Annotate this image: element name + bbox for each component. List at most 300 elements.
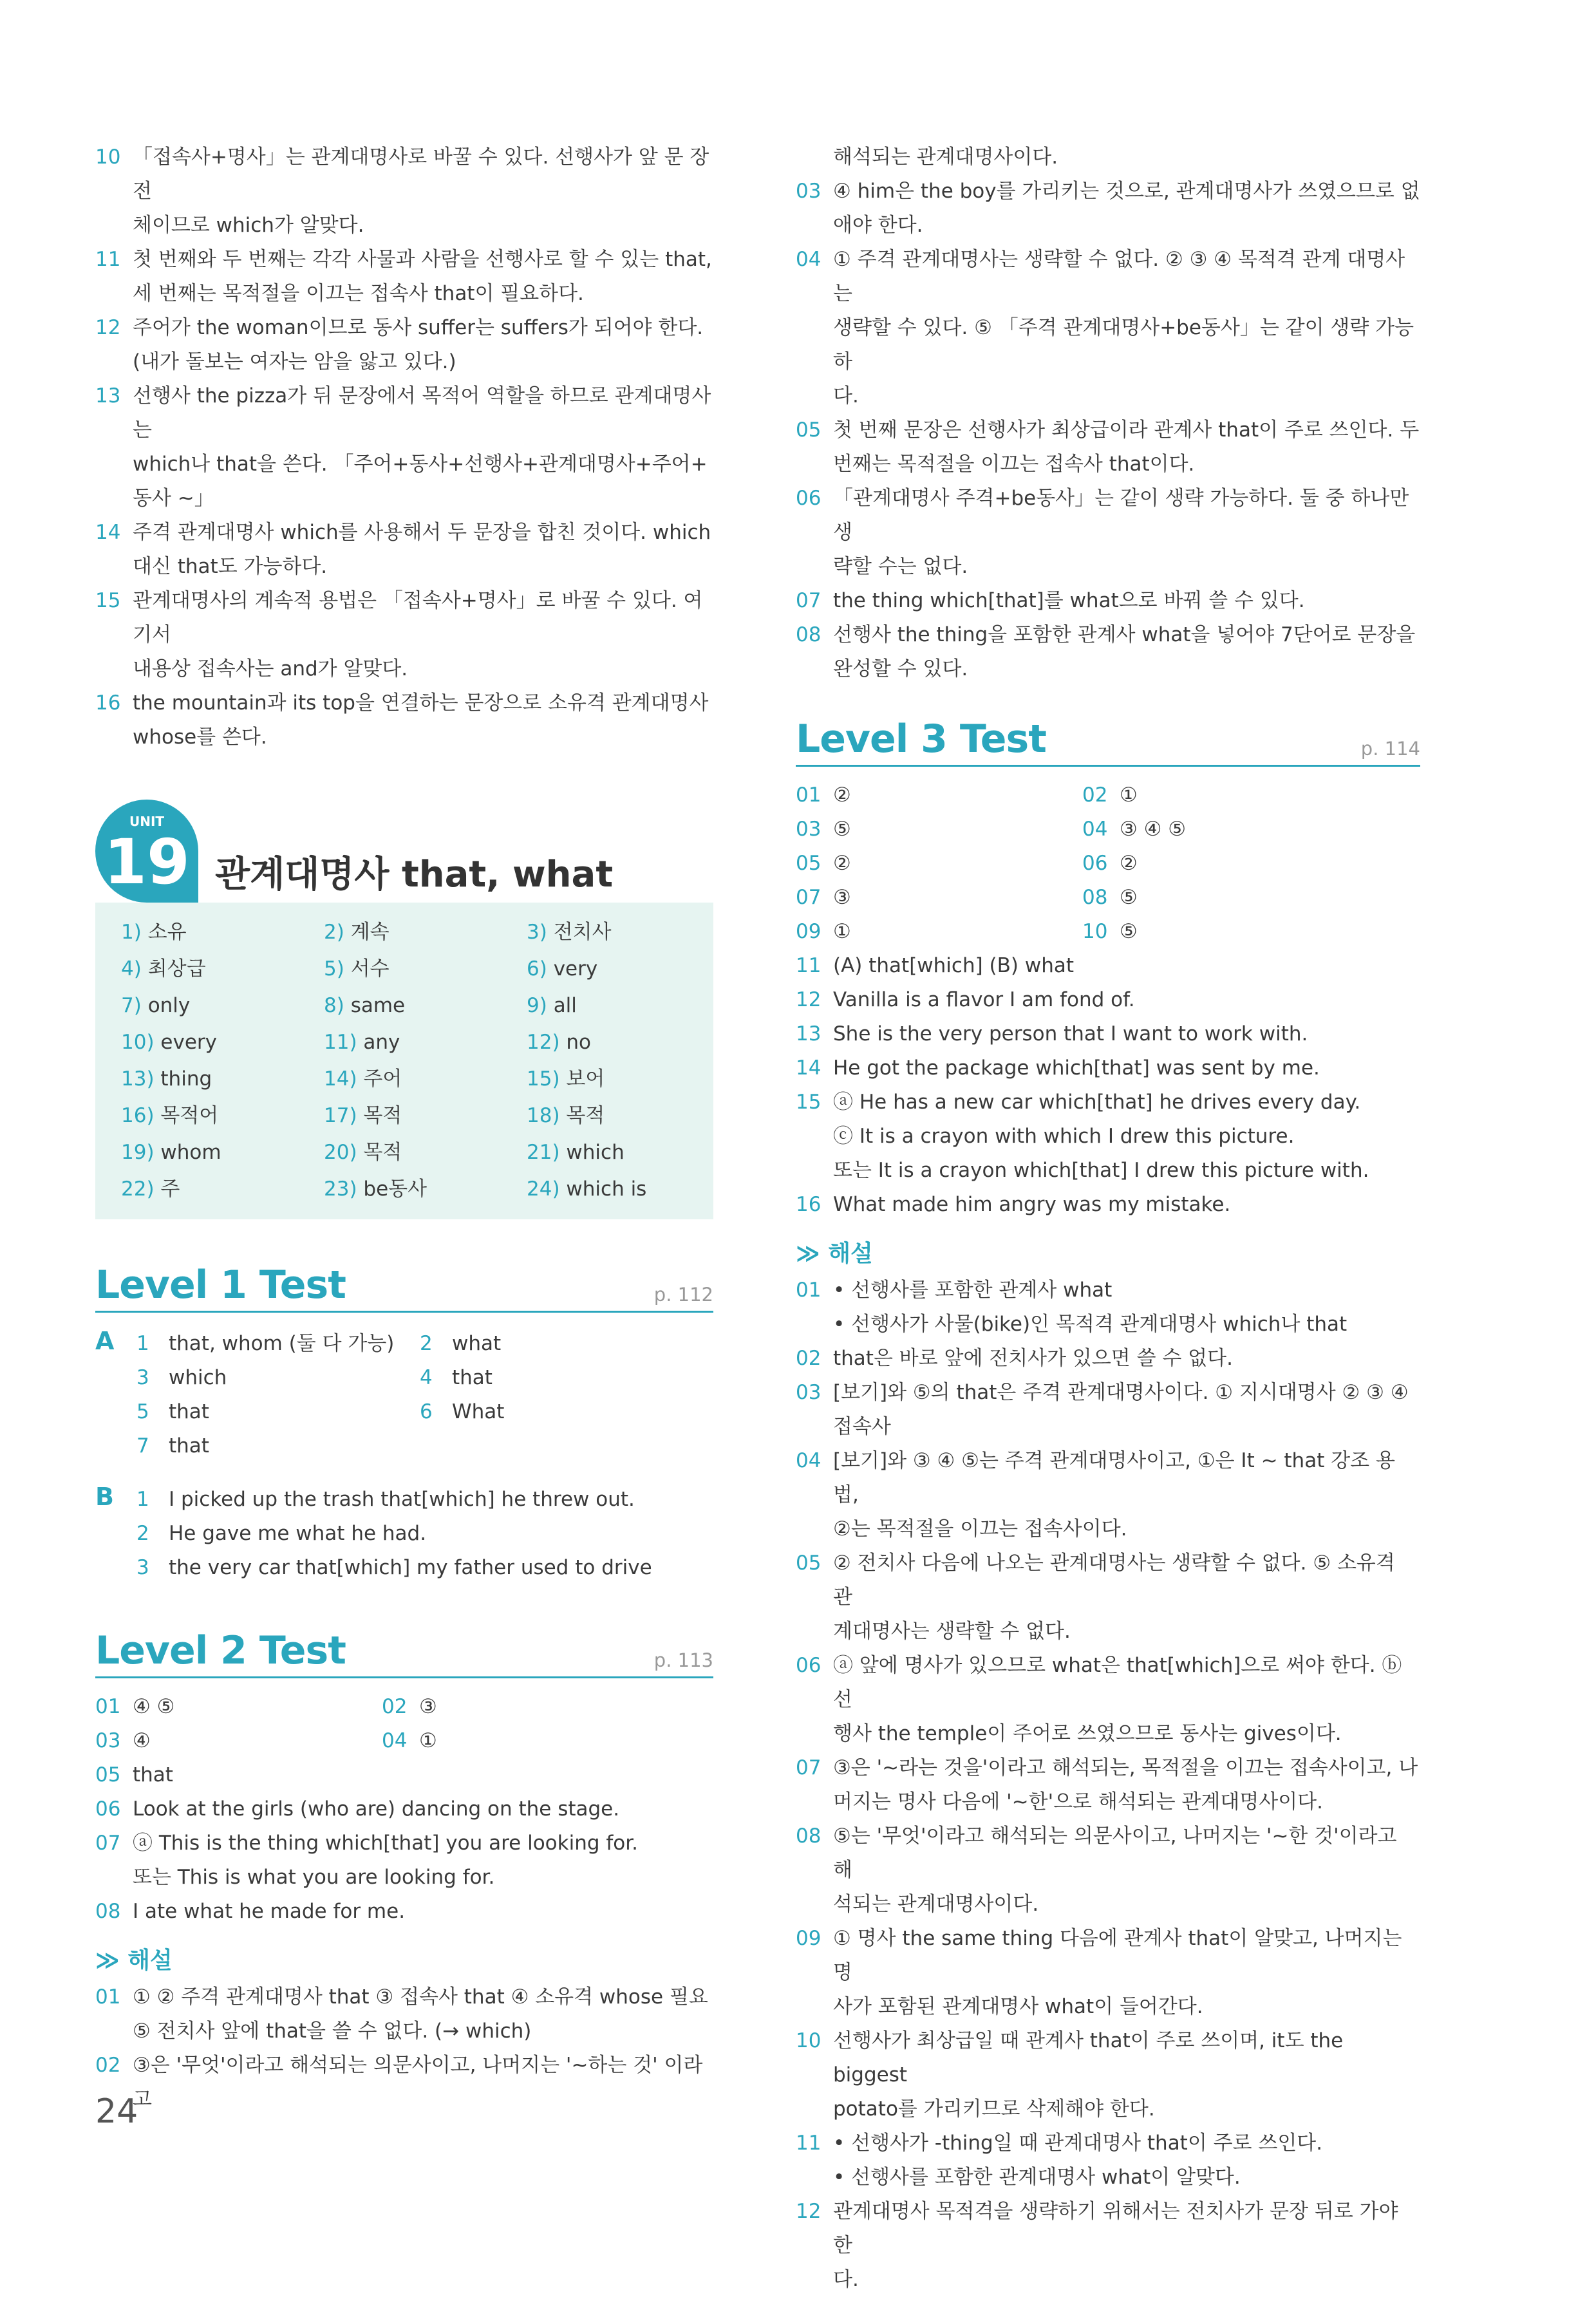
item-number: 16 xyxy=(796,1193,821,1216)
unit-number: 19 xyxy=(104,826,190,898)
item-text xyxy=(833,2195,1420,2297)
grid-answer xyxy=(1082,812,1369,847)
item-text: ⑤ xyxy=(1120,886,1138,909)
item-number: 6 xyxy=(420,1400,433,1423)
answer-item xyxy=(796,243,1420,413)
item-line: 선행사가 최상급일 때 관계사 that이 주로 쓰이며, it도 the biggest xyxy=(833,2029,1344,2086)
unit-answer xyxy=(527,1061,720,1098)
answer-item xyxy=(95,1826,713,1895)
item-text: ③ ④ ⑤ xyxy=(1120,818,1187,841)
unit-answer-text: which is xyxy=(566,1177,647,1201)
item-text xyxy=(133,140,713,243)
item-line: the mountain과 its top을 연결하는 문장으로 소유격 관계대명사 xyxy=(133,691,709,715)
item-line: 다. xyxy=(833,384,859,408)
unit-answer-text: 서수 xyxy=(350,957,390,980)
item-line: 관계대명사의 계속적 용법은 「접속사+명사」로 바꿀 수 있다. 여기서 xyxy=(133,589,703,646)
grid-answer xyxy=(382,1724,668,1758)
item-line: Vanilla is a flavor I am fond of. xyxy=(833,988,1135,1011)
item-number: 05 xyxy=(796,852,821,875)
item-line: whose를 쓴다. xyxy=(133,726,267,749)
unit-answer-number: 4) xyxy=(121,957,142,980)
item-line: that xyxy=(133,1763,173,1786)
unit-answer-number: 18) xyxy=(527,1104,560,1127)
answer-item xyxy=(796,949,1420,983)
item-number: 05 xyxy=(95,1763,121,1786)
item-number: 04 xyxy=(796,248,821,271)
answer-item xyxy=(796,1649,1420,1751)
unit-answer xyxy=(324,1024,527,1061)
level3-grid xyxy=(796,778,1420,949)
item-line: 번째는 목적절을 이끄는 접속사 that이다. xyxy=(833,453,1195,476)
item-text: ④ xyxy=(133,1729,151,1752)
item-number: 08 xyxy=(95,1900,121,1923)
item-line: (내가 돌보는 여자는 암을 앓고 있다.) xyxy=(133,350,456,373)
item-number: 01 xyxy=(95,1985,121,2009)
level2-header xyxy=(95,1630,713,1678)
item-line: 체이므로 which가 알맞다. xyxy=(133,214,364,237)
grid-answer xyxy=(796,881,1082,915)
item-line: 첫 번째 문장은 선행사가 최상급이라 관계사 that이 주로 쓰인다. 두 xyxy=(833,418,1420,442)
unit-answer-text: 소유 xyxy=(147,921,187,944)
item-line: 주격 관계대명사 which를 사용해서 두 문장을 합친 것이다. which xyxy=(133,521,711,544)
item-line: 다. xyxy=(833,2268,859,2291)
section-a-item xyxy=(136,1429,420,1463)
item-line: ⑤ 전치사 앞에 that을 쓸 수 없다. (→ which) xyxy=(133,2020,532,2043)
unit-answer-number: 12) xyxy=(527,1031,560,1054)
item-text xyxy=(133,379,713,516)
unit-answer-text: whom xyxy=(160,1141,221,1164)
unit-answer xyxy=(121,1134,324,1171)
item-number: 12 xyxy=(95,316,121,339)
unit-answer-number: 24) xyxy=(527,1177,560,1201)
answer-item xyxy=(95,311,713,379)
item-text xyxy=(133,2049,713,2117)
item-number: 09 xyxy=(796,920,821,943)
unit-answer-number: 11) xyxy=(324,1031,357,1054)
item-text xyxy=(133,516,713,584)
item-number: 08 xyxy=(1082,886,1108,909)
section-a-letter: A xyxy=(95,1327,115,1355)
level3-explanations xyxy=(796,1273,1420,2297)
grid-answer xyxy=(1082,915,1369,949)
unit-answer xyxy=(527,914,720,951)
answer-item xyxy=(95,516,713,584)
item-line: • 선행사가 -thing일 때 관계대명사 that이 주로 쓰인다. xyxy=(833,2132,1323,2155)
answer-item xyxy=(95,686,713,755)
unit-answer-text: 주어 xyxy=(363,1067,402,1091)
unit-answer xyxy=(324,988,527,1024)
answer-item xyxy=(95,584,713,686)
item-number: 01 xyxy=(796,1279,821,1302)
unit-answer xyxy=(324,1171,527,1208)
item-line: the thing which[that]를 what으로 바꿔 쓸 수 있다. xyxy=(833,589,1305,612)
unit-answer-number: 7) xyxy=(121,994,142,1017)
item-line: ②는 목적절을 이끄는 접속사이다. xyxy=(833,1517,1127,1541)
section-a-item xyxy=(136,1327,420,1361)
item-line: 또는 This is what you are looking for. xyxy=(133,1866,495,1889)
unit-answer-text: 목적 xyxy=(363,1104,402,1127)
item-text: ② xyxy=(1120,852,1138,875)
level3-title: Level 3 Test xyxy=(796,717,1046,762)
item-line: ⓐ 앞에 명사가 있으므로 what은 that[which]으로 써야 한다. ⓑ 선 xyxy=(833,1654,1402,1711)
item-line: ⑤는 '무엇'이라고 해석되는 의문사이고, 나머지는 '~한 것'이라고 해 xyxy=(833,1824,1397,1882)
unit-answer-text: very xyxy=(553,957,598,980)
item-line: 「관계대명사 주격+be동사」는 같이 생략 가능하다. 둘 중 하나만 생 xyxy=(833,487,1409,544)
unit-answer-text: 보어 xyxy=(566,1067,605,1091)
item-line: 접속사 xyxy=(833,1415,891,1438)
item-text xyxy=(833,1922,1420,2024)
item-line: 애야 한다. xyxy=(833,214,923,237)
unit-answer xyxy=(121,951,324,988)
item-number: 11 xyxy=(796,954,821,977)
item-line: which나 that을 쓴다. 「주어+동사+선행사+관계대명사+주어+ xyxy=(133,453,708,476)
level3-answers xyxy=(796,949,1420,1222)
item-number: 03 xyxy=(796,818,821,841)
item-line: 사가 포함된 관계대명사 what이 들어간다. xyxy=(833,1995,1203,2018)
unit-answer-number: 17) xyxy=(324,1104,357,1127)
item-text: which xyxy=(169,1366,227,1389)
item-number: 08 xyxy=(796,1824,821,1848)
item-text: What xyxy=(452,1400,505,1423)
item-text: ② xyxy=(833,852,851,875)
unit-answer xyxy=(121,1061,324,1098)
item-line: that은 바로 앞에 전치사가 있으면 쓸 수 없다. xyxy=(833,1347,1233,1370)
unit-answer-text: no xyxy=(566,1031,592,1054)
item-text xyxy=(833,140,1420,174)
unit-answer-text: 전치사 xyxy=(553,921,612,944)
answer-item xyxy=(796,1017,1420,1051)
item-text xyxy=(833,2024,1420,2126)
level1-title: Level 1 Test xyxy=(95,1262,346,1308)
item-number: 07 xyxy=(796,886,821,909)
item-line: 략할 수는 없다. xyxy=(833,555,968,578)
item-number: 01 xyxy=(796,783,821,807)
item-text xyxy=(833,1819,1420,1922)
unit-answer-number: 5) xyxy=(324,957,344,980)
item-line: 행사 the temple이 주어로 쓰였으므로 동사는 gives이다. xyxy=(833,1722,1342,1745)
item-line: • 선행사를 포함한 관계사 what xyxy=(833,1279,1113,1302)
item-number: 04 xyxy=(1082,818,1108,841)
item-number: 5 xyxy=(136,1400,149,1423)
level2-title: Level 2 Test xyxy=(95,1628,346,1673)
item-line: 선행사 the thing을 포함한 관계사 what을 넣어야 7단어로 문장을 xyxy=(833,623,1416,646)
left-column xyxy=(95,140,713,2117)
item-text xyxy=(133,686,713,755)
unit-label: UNIT xyxy=(129,814,165,829)
grid-answer xyxy=(95,1724,382,1758)
item-text xyxy=(833,1444,1420,1546)
unit-answer-text: 목적 xyxy=(566,1104,605,1127)
item-line: ③은 '~라는 것을'이라고 해석되는, 목적절을 이끄는 접속사이고, 나 xyxy=(833,1756,1418,1779)
unit-answer-text: every xyxy=(160,1031,217,1054)
item-line: 계대명사는 생략할 수 없다. xyxy=(833,1620,1071,1643)
page-number: 24 xyxy=(95,2092,138,2131)
unit-answer-text: 목적어 xyxy=(160,1104,219,1127)
answer-item xyxy=(796,2024,1420,2126)
item-line: 주어가 the woman이므로 동사 suffer는 suffers가 되어야 한다. xyxy=(133,316,704,339)
item-number: 1 xyxy=(136,1488,149,1511)
item-line: I ate what he made for me. xyxy=(133,1900,406,1923)
answer-item xyxy=(796,1819,1420,1922)
item-line: ① 명사 the same thing 다음에 관계사 that이 알맞고, 나머지는 명 xyxy=(833,1927,1402,1984)
item-line: • 선행사가 사물(bike)인 목적격 관계대명사 which나 that xyxy=(833,1313,1347,1336)
level2-answers xyxy=(95,1758,713,1929)
unit-answer xyxy=(324,1061,527,1098)
section-a-item xyxy=(420,1327,677,1361)
grid-answer xyxy=(796,812,1082,847)
answer-item xyxy=(796,1751,1420,1819)
item-number: 11 xyxy=(796,2132,821,2155)
item-line: • 선행사를 포함한 관계대명사 what이 알맞다. xyxy=(833,2166,1241,2189)
item-number: 1 xyxy=(136,1332,149,1355)
answer-item xyxy=(796,618,1420,686)
item-number: 15 xyxy=(796,1091,821,1114)
unit-answer xyxy=(324,1134,527,1171)
unit-answer-text: all xyxy=(553,994,577,1017)
item-line: ② 전치사 다음에 나오는 관계대명사는 생략할 수 없다. ⑤ 소유격 관 xyxy=(833,1552,1395,1609)
item-number: 12 xyxy=(796,988,821,1011)
unit-answer xyxy=(527,1171,720,1208)
unit-answer-text: be동사 xyxy=(363,1177,427,1201)
item-number xyxy=(796,140,833,174)
item-text xyxy=(833,983,1420,1017)
item-line: 선행사 the pizza가 뒤 문장에서 목적어 역할을 하므로 관계대명사는 xyxy=(133,384,711,442)
item-number: 05 xyxy=(796,1552,821,1575)
item-text: the very car that[which] my father used to drive xyxy=(169,1556,652,1579)
grid-answer xyxy=(382,1690,668,1724)
item-line: 또는 It is a crayon which[that] I drew this picture with. xyxy=(833,1159,1369,1182)
item-number: 07 xyxy=(796,1756,821,1779)
unit-answer-text: thing xyxy=(160,1067,212,1091)
item-number: 03 xyxy=(796,180,821,203)
item-number: 3 xyxy=(136,1366,149,1389)
item-number: 10 xyxy=(796,2029,821,2052)
item-line: 동사 ~」 xyxy=(133,487,214,510)
unit-answer-number: 1) xyxy=(121,921,142,944)
level3-header xyxy=(796,718,1420,767)
item-text xyxy=(833,1649,1420,1751)
right-column xyxy=(796,140,1420,2297)
grid-answer xyxy=(796,778,1082,812)
item-line: (A) that[which] (B) what xyxy=(833,954,1075,977)
unit-answer-text: which xyxy=(566,1141,624,1164)
unit-answer xyxy=(527,1024,720,1061)
unit-answer-number: 10) xyxy=(121,1031,155,1054)
explanations-continued xyxy=(95,140,713,755)
grid-answer xyxy=(1082,847,1369,881)
item-text: ⑤ xyxy=(1120,920,1138,943)
level1-page: p. 112 xyxy=(653,1284,713,1306)
unit-answer-box xyxy=(95,903,713,1219)
unit-answer-number: 3) xyxy=(527,921,547,944)
unit-answer-text: 최상급 xyxy=(147,957,206,980)
unit-section xyxy=(95,806,713,1219)
item-text: ⑤ xyxy=(833,818,851,841)
answer-item xyxy=(796,1376,1420,1444)
item-number: 06 xyxy=(95,1797,121,1821)
answer-item xyxy=(796,1051,1420,1085)
item-number: 02 xyxy=(1082,783,1108,807)
answer-item xyxy=(796,1342,1420,1376)
section-b-letter: B xyxy=(95,1483,114,1511)
item-text: ① xyxy=(833,920,851,943)
item-number: 4 xyxy=(420,1366,433,1389)
item-text xyxy=(833,584,1420,618)
item-line: ⓐ He has a new car which[that] he drives every day. xyxy=(833,1091,1361,1114)
item-number: 06 xyxy=(796,487,821,510)
item-number: 15 xyxy=(95,589,121,612)
item-text: I picked up the trash that[which] he threw out. xyxy=(169,1488,635,1511)
grid-answer xyxy=(1082,778,1369,812)
item-text: what xyxy=(452,1332,502,1355)
item-text xyxy=(833,1546,1420,1649)
item-text: ② xyxy=(833,783,851,807)
item-number: 11 xyxy=(95,248,121,271)
unit-answer-number: 23) xyxy=(324,1177,357,1201)
level1-section-a xyxy=(95,1327,713,1463)
item-number: 06 xyxy=(796,1654,821,1677)
item-text xyxy=(833,413,1420,482)
level3-explanation-label: ≫ 해설 xyxy=(796,1241,873,1267)
unit-header xyxy=(95,806,713,903)
item-text xyxy=(133,1792,713,1826)
answer-item xyxy=(796,1273,1420,1342)
item-number: 09 xyxy=(796,1927,821,1950)
section-a-item xyxy=(136,1361,420,1395)
item-number: 10 xyxy=(95,145,121,169)
item-line: 완성할 수 있다. xyxy=(833,657,968,680)
section-b-answers xyxy=(136,1483,713,1585)
item-text: ① xyxy=(419,1729,437,1752)
answer-item xyxy=(796,1188,1420,1222)
unit-answer-text: same xyxy=(350,994,406,1017)
answer-item xyxy=(796,1444,1420,1546)
item-line: 내용상 접속사는 and가 알맞다. xyxy=(133,657,408,680)
item-number: 13 xyxy=(95,384,121,408)
item-number: 07 xyxy=(95,1832,121,1855)
item-text xyxy=(833,618,1420,686)
grid-answer xyxy=(1082,881,1369,915)
item-line: 관계대명사 목적격을 생략하기 위해서는 전치사가 문장 뒤로 가야 한 xyxy=(833,2200,1398,2257)
item-number: 12 xyxy=(796,2200,821,2223)
item-line: 세 번째는 목적절을 이끄는 접속사 that이 필요하다. xyxy=(133,282,584,305)
item-number: 01 xyxy=(95,1695,121,1718)
unit-answer-number: 8) xyxy=(324,994,344,1017)
level1-header xyxy=(95,1264,713,1313)
item-text xyxy=(133,1758,713,1792)
unit-answer xyxy=(527,988,720,1024)
item-text xyxy=(833,1376,1420,1444)
item-line: potato를 가리키므로 삭제해야 한다. xyxy=(833,2097,1155,2121)
item-line: ① ② 주격 관계대명사 that ③ 접속사 that ④ 소유격 whose 필요 xyxy=(133,1985,708,2009)
item-text xyxy=(833,1751,1420,1819)
item-line: 「접속사+명사」는 관계대명사로 바꿀 수 있다. 선행사가 앞 문 장 전 xyxy=(133,145,709,203)
item-line: 석되는 관계대명사이다. xyxy=(833,1893,1039,1916)
item-line: He got the package which[that] was sent by me. xyxy=(833,1056,1320,1080)
item-number: 02 xyxy=(382,1695,408,1718)
unit-answer-number: 2) xyxy=(324,921,344,944)
unit-answer xyxy=(527,951,720,988)
item-text: ① xyxy=(1120,783,1138,807)
item-text xyxy=(833,1342,1420,1376)
item-text: ③ xyxy=(833,886,851,909)
section-a-answers xyxy=(136,1327,713,1463)
level1-section-b xyxy=(95,1483,713,1585)
item-text xyxy=(833,949,1420,983)
answer-item xyxy=(95,1895,713,1929)
unit-answer xyxy=(324,1098,527,1134)
unit-answer-number: 20) xyxy=(324,1141,357,1164)
item-number: 02 xyxy=(95,2054,121,2077)
item-line: 해석되는 관계대명사이다. xyxy=(833,145,1058,169)
item-text xyxy=(833,2126,1420,2195)
item-line: ⓒ It is a crayon with which I drew this picture. xyxy=(833,1125,1295,1148)
unit-answer-number: 16) xyxy=(121,1104,155,1127)
item-line: ④ him은 the boy를 가리키는 것으로, 관계대명사가 쓰였으므로 없 xyxy=(833,180,1420,203)
item-text: that xyxy=(169,1400,209,1423)
unit-answer-number: 14) xyxy=(324,1067,357,1091)
item-line: ③은 '무엇'이라고 해석되는 의문사이고, 나머지는 '~하는 것' 이라고 xyxy=(133,2054,703,2111)
item-text: ④ ⑤ xyxy=(133,1695,175,1718)
item-number: 03 xyxy=(796,1381,821,1404)
answer-item xyxy=(95,2049,713,2117)
item-line: ① 주격 관계대명사는 생략할 수 없다. ② ③ ④ 목적격 관계 대명사는 xyxy=(833,248,1405,305)
level3-page: p. 114 xyxy=(1360,738,1420,760)
section-b-item xyxy=(136,1517,713,1551)
unit-answer-number: 6) xyxy=(527,957,547,980)
unit-answer xyxy=(121,1171,324,1208)
item-line: ⓐ This is the thing which[that] you are looking for. xyxy=(133,1832,639,1855)
unit-answer-text: 계속 xyxy=(350,921,390,944)
answer-item xyxy=(796,2195,1420,2297)
item-line: She is the very person that I want to work with. xyxy=(833,1022,1308,1045)
level2-explanations xyxy=(95,1980,713,2117)
unit-answer-number: 22) xyxy=(121,1177,155,1201)
unit-answer xyxy=(121,1098,324,1134)
item-number: 3 xyxy=(136,1556,149,1579)
item-text xyxy=(133,1826,713,1895)
answer-item xyxy=(796,140,1420,174)
grid-answer xyxy=(95,1690,382,1724)
unit-answer xyxy=(527,1098,720,1134)
item-number: 06 xyxy=(1082,852,1108,875)
unit-answer xyxy=(121,1024,324,1061)
answer-item xyxy=(796,1922,1420,2024)
item-line: 생략할 수 있다. ⑤ 「주격 관계대명사+be동사」는 같이 생략 가능하 xyxy=(833,316,1414,373)
unit-answer xyxy=(121,914,324,951)
item-text xyxy=(833,243,1420,413)
answer-item xyxy=(95,1792,713,1826)
answer-item xyxy=(796,413,1420,482)
item-number: 2 xyxy=(136,1522,149,1545)
item-text xyxy=(833,1051,1420,1085)
item-text: ③ xyxy=(419,1695,437,1718)
level2-grid xyxy=(95,1690,713,1758)
item-number: 02 xyxy=(796,1347,821,1370)
item-number: 08 xyxy=(796,623,821,646)
item-text xyxy=(133,584,713,686)
item-number: 16 xyxy=(95,691,121,715)
unit-answer-number: 13) xyxy=(121,1067,155,1091)
item-number: 2 xyxy=(420,1332,433,1355)
unit-answer xyxy=(121,988,324,1024)
item-text xyxy=(833,482,1420,584)
item-number: 04 xyxy=(382,1729,408,1752)
section-b-item xyxy=(136,1483,713,1517)
level2-explanation-label: ≫ 해설 xyxy=(95,1947,173,1974)
unit-badge xyxy=(95,800,198,903)
answer-item xyxy=(796,482,1420,584)
